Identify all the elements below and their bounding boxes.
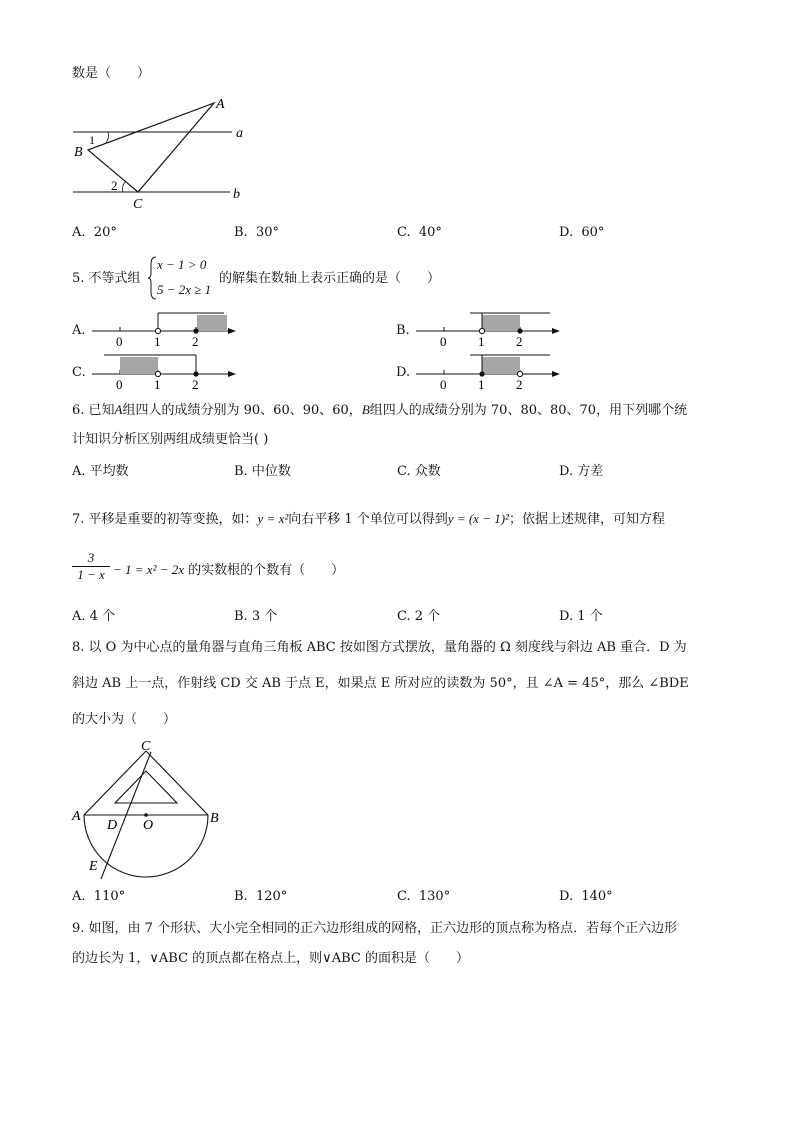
segment-bc xyxy=(146,751,208,815)
fig4-label-a: a xyxy=(236,126,243,141)
q6-line-1: 6. 已知A组四人的成绩分别为 90、60、90、60，B组四人的成绩分别为 70、80、80、70，用下列哪个统 xyxy=(72,402,688,418)
q8-choice-a[interactable]: A. 110° xyxy=(72,889,126,904)
q6-choice-b[interactable]: B. 中位数 xyxy=(234,464,291,479)
q7-choice-c[interactable]: C. 2 个 xyxy=(397,609,441,624)
point-o xyxy=(144,813,148,817)
q6-choice-c[interactable]: C. 众数 xyxy=(397,464,441,479)
q4-stem-tail: 数是（ ） xyxy=(72,66,151,81)
svg-text:2: 2 xyxy=(192,334,199,349)
q8-choice-b[interactable]: B. 120° xyxy=(234,889,288,904)
q4-choice-c[interactable]: C. 40° xyxy=(397,225,442,240)
q9-line-1: 9. 如图，由 7 个形状、大小完全相同的正六边形组成的网格，正六边形的顶点称为格点．若每个正六边形 xyxy=(72,921,678,936)
svg-text:0: 0 xyxy=(440,377,447,392)
q8-line-1: 8. 以 O 为中心点的量角器与直角三角板 ABC 按如图方式摆放，量角器的 Ω 刻度线与斜边 AB 重合．D 为 xyxy=(72,640,687,655)
q5-inequality-2: 5 − 2x ≥ 1 xyxy=(157,282,212,297)
q8-line-2: 斜边 AB 上一点，作射线 CD 交 AB 于点 E，如果点 E 所对应的读数为 50°，且 ∠A = 45°，那么 ∠BDE xyxy=(72,676,689,691)
fig8-label-A: A xyxy=(72,809,81,824)
svg-text:1: 1 xyxy=(478,377,485,392)
q5-inequality-1: x − 1 > 0 xyxy=(157,257,207,272)
q6-choice-a[interactable]: A. 平均数 xyxy=(72,464,129,479)
segment-ac xyxy=(84,751,146,815)
q6-line-2: 计知识分析区别两组成绩更恰当( ) xyxy=(72,432,269,447)
q5-option-d-letter[interactable]: D. xyxy=(396,365,411,380)
q8-choice-d[interactable]: D. 140° xyxy=(559,889,613,904)
q4-choice-a[interactable]: A. 20° xyxy=(72,225,117,240)
q7-line-2: − 1 = x² − 2x 的实数根的个数有（ ） xyxy=(113,562,345,578)
q4-choice-b[interactable]: B. 30° xyxy=(234,225,279,240)
fig4-label-A: A xyxy=(216,97,225,112)
fig4-label-C: C xyxy=(133,197,143,212)
q7-choice-a[interactable]: A. 4 个 xyxy=(72,609,116,624)
fig8-label-B: B xyxy=(210,811,219,826)
q4-choice-d[interactable]: D. 60° xyxy=(559,225,605,240)
q5-option-c-letter[interactable]: C. xyxy=(72,365,86,380)
fig8-label-C: C xyxy=(141,739,151,754)
fig8-label-E: E xyxy=(89,859,98,874)
svg-text:2: 2 xyxy=(516,377,523,392)
svg-text:1: 1 xyxy=(154,334,161,349)
svg-text:2: 2 xyxy=(192,377,199,392)
q5-number-prefix: 5. 不等式组 xyxy=(72,271,141,286)
svg-text:1: 1 xyxy=(154,377,161,392)
q5-option-b-letter[interactable]: B. xyxy=(396,323,410,338)
fig8-label-O: O xyxy=(143,818,154,833)
svg-text:0: 0 xyxy=(440,334,447,349)
q8-choice-c[interactable]: C. 130° xyxy=(397,889,451,904)
q6-choice-d[interactable]: D. 方差 xyxy=(559,464,604,479)
fig4-label-B: B xyxy=(74,145,83,160)
inner-triangle xyxy=(115,771,177,803)
fig4-angle-1: 1 xyxy=(89,133,95,147)
q7-fraction-numerator: 3 xyxy=(87,550,95,565)
q7-line-1: 7. 平移是重要的初等变换，如：y = x²向右平移 1 个单位可以得到y = (x − 1)²；依据上述规律，可知方程 xyxy=(72,511,665,527)
q7-choice-b[interactable]: B. 3 个 xyxy=(234,609,278,624)
svg-text:0: 0 xyxy=(116,377,123,392)
q5-suffix: 的解集在数轴上表示正确的是（ ） xyxy=(219,271,441,286)
fig8-label-D: D xyxy=(107,818,118,833)
fig4-label-b: b xyxy=(233,187,240,202)
q7-fraction-denominator: 1 − x xyxy=(72,566,110,583)
svg-text:1: 1 xyxy=(478,334,485,349)
q5-option-a-letter[interactable]: A. xyxy=(72,323,86,338)
q9-line-2: 的边长为 1，∨ABC 的顶点都在格点上，则∨ABC 的面积是（ ） xyxy=(72,951,469,966)
svg-text:0: 0 xyxy=(116,334,123,349)
fig4-angle-2: 2 xyxy=(111,178,118,193)
q8-line-3: 的大小为（ ） xyxy=(72,712,177,727)
q7-choice-d[interactable]: D. 1 个 xyxy=(559,609,603,624)
svg-text:2: 2 xyxy=(516,334,523,349)
